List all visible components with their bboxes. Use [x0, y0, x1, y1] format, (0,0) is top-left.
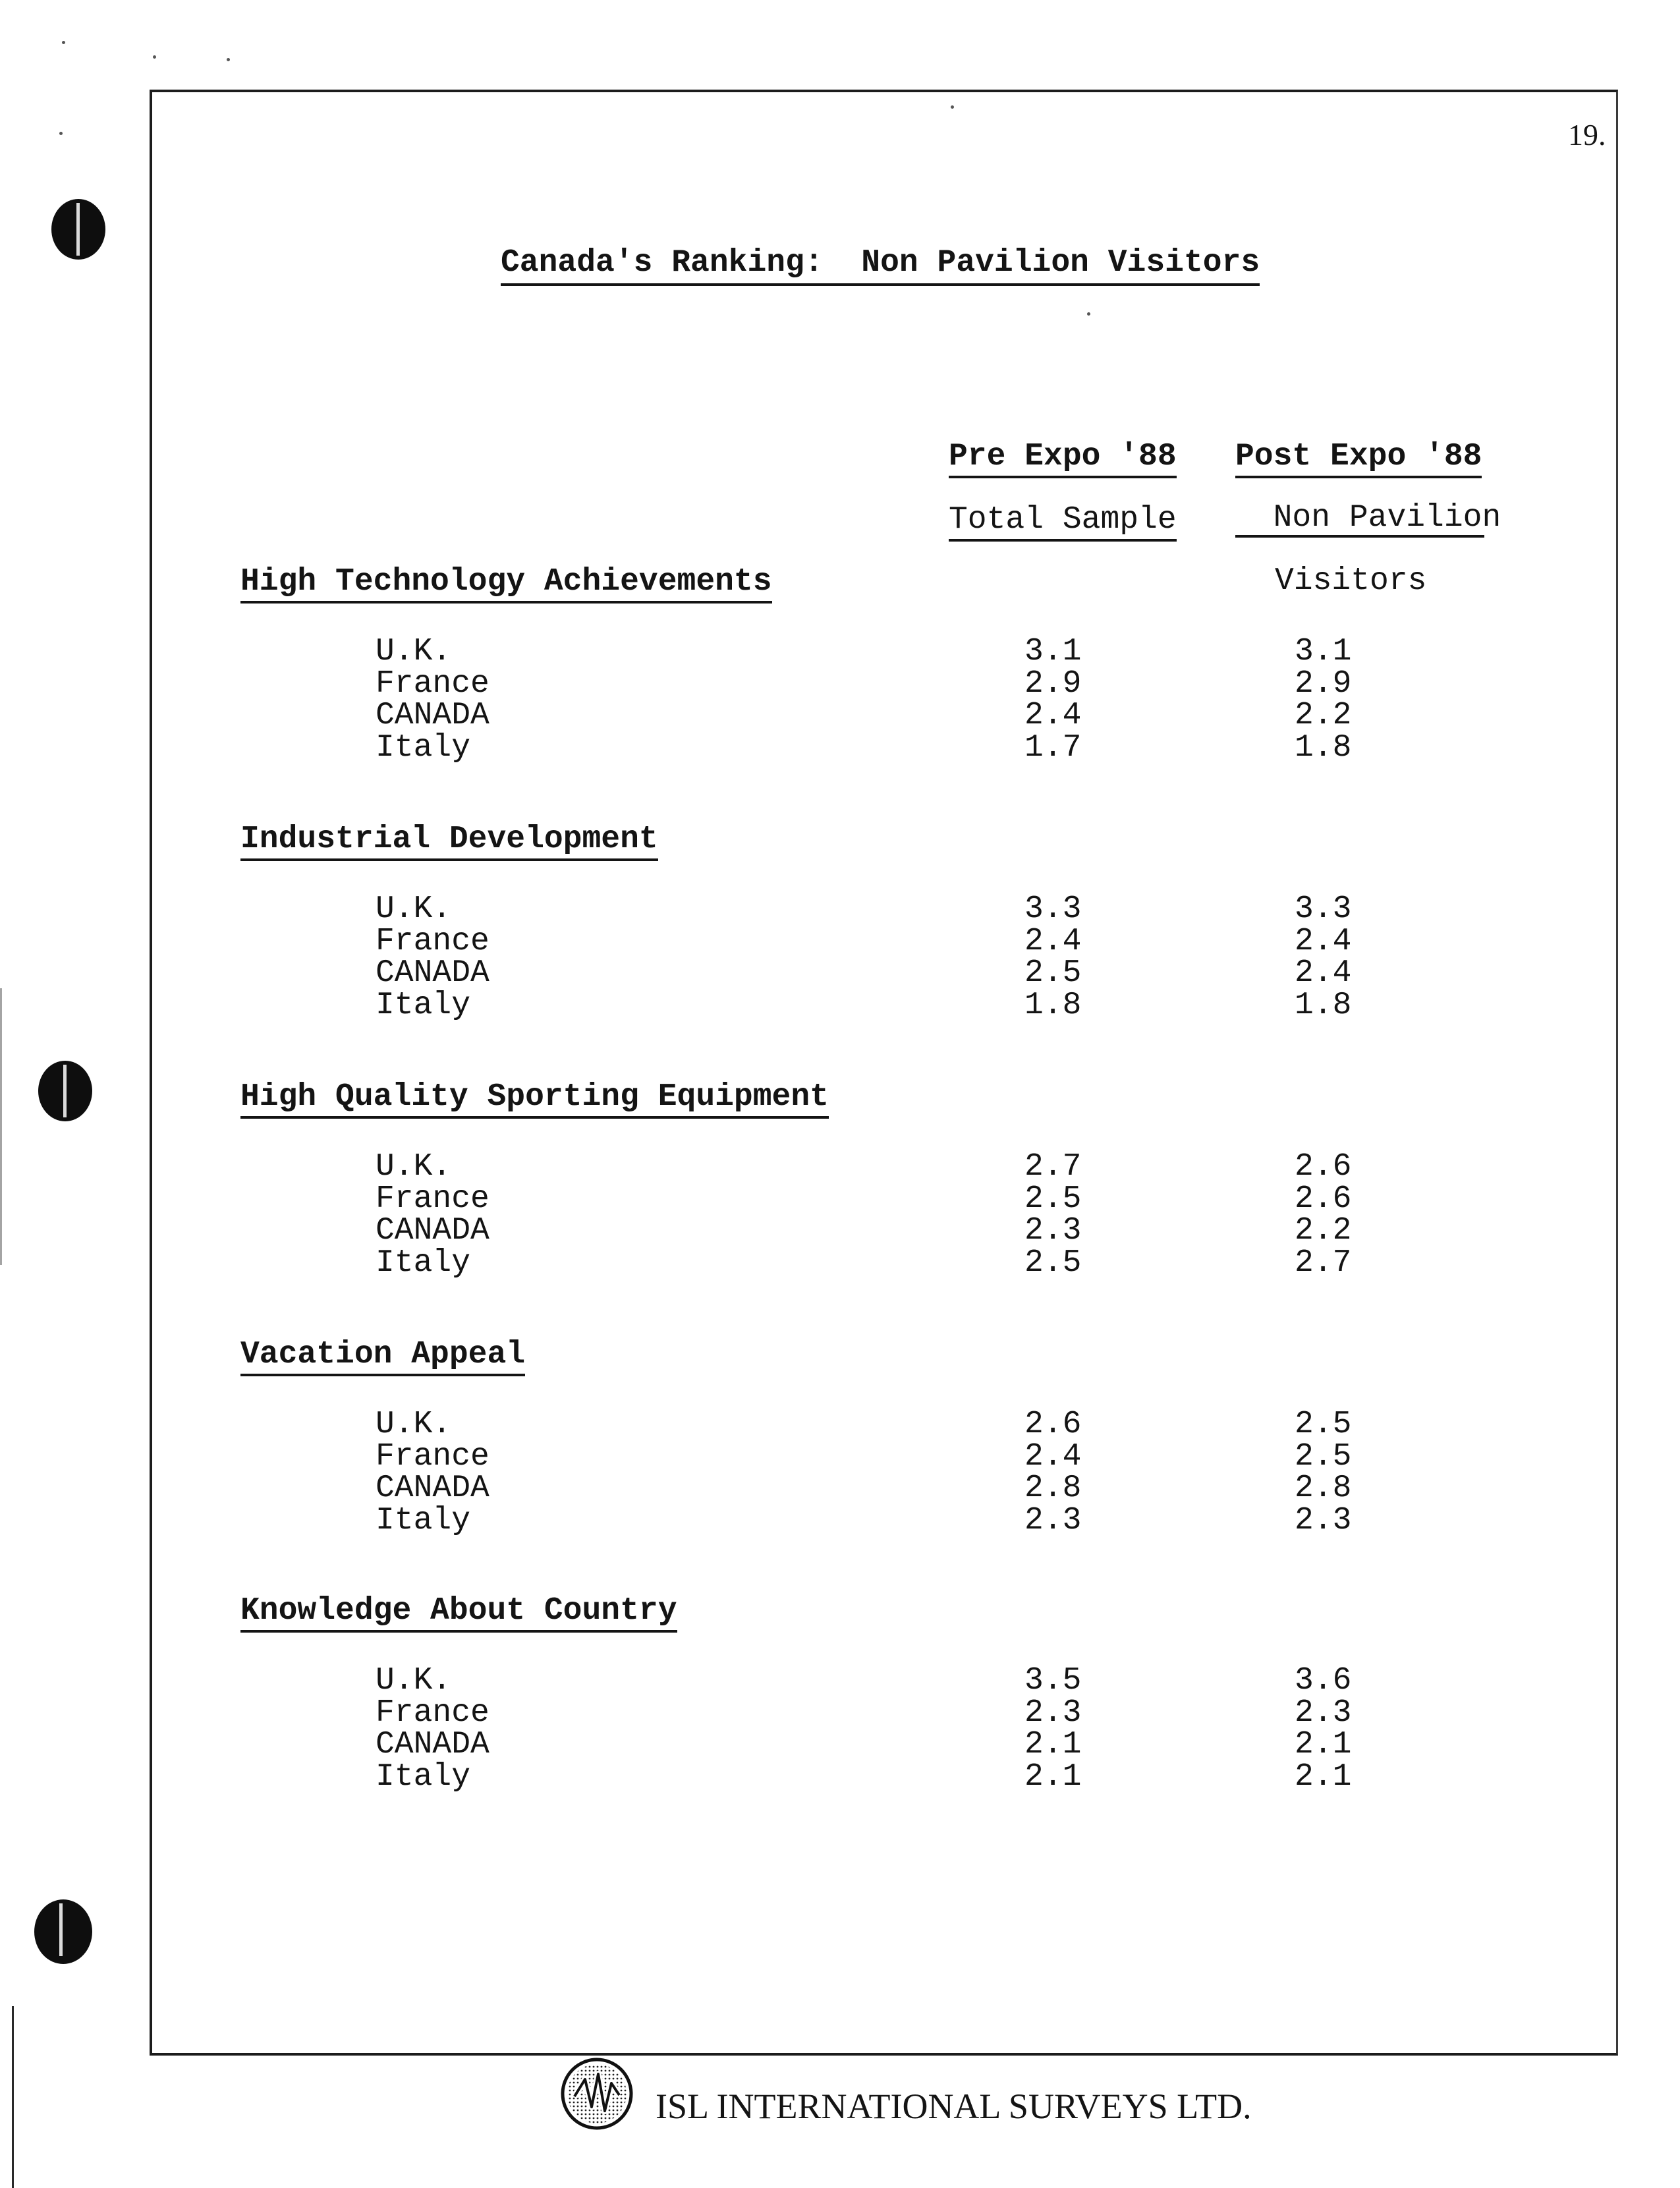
country-name: Italy [376, 1245, 471, 1281]
table-row [240, 1438, 1492, 1474]
country-name: CANADA [376, 1213, 490, 1248]
table-row [240, 923, 1492, 959]
table-row [240, 955, 1492, 991]
company-name: ISL INTERNATIONAL SURVEYS LTD. [656, 2087, 1252, 2126]
post-expo-value: 2.3 [1295, 1502, 1352, 1538]
page-number: 19. [1568, 118, 1606, 152]
scan-edge-line [0, 988, 2, 1265]
column-header-post-subtitle [1235, 470, 1501, 599]
post-expo-value: 2.1 [1295, 1758, 1352, 1795]
binder-hole-icon [34, 1899, 92, 1964]
country-name: France [376, 665, 490, 702]
country-name: U.K. [376, 1663, 452, 1698]
country-name: CANADA [376, 1727, 490, 1762]
table-row [240, 1149, 1492, 1185]
column-header-post-line2: Non Pavilion [1273, 500, 1501, 536]
post-expo-value: 2.6 [1295, 1181, 1352, 1217]
country-name: Italy [376, 1502, 471, 1538]
column-header-post-title: Post Expo '88 [1235, 439, 1482, 478]
country-name: CANADA [376, 698, 490, 733]
pre-expo-value: 2.8 [1024, 1471, 1082, 1506]
section-title: Industrial Development [240, 822, 658, 861]
pre-expo-value: 2.5 [1024, 955, 1082, 991]
post-expo-value: 2.4 [1295, 923, 1352, 959]
post-expo-value: 3.1 [1295, 634, 1352, 669]
table-row [240, 1695, 1492, 1731]
country-name: CANADA [376, 1471, 490, 1506]
country-name: CANADA [376, 955, 490, 991]
column-header-pre-subtitle: Total Sample [949, 502, 1177, 542]
section-title: High Technology Achievements [240, 564, 772, 603]
country-name: Italy [376, 1758, 471, 1795]
table-row [240, 1502, 1492, 1538]
table-row [240, 987, 1492, 1023]
section-industrial-development [240, 822, 1492, 1023]
table-row [240, 1471, 1492, 1506]
table-row [240, 1213, 1492, 1248]
pre-expo-value: 3.1 [1024, 634, 1082, 669]
column-header-post-line3: Visitors [1275, 563, 1427, 599]
pre-expo-value: 2.9 [1024, 665, 1082, 702]
country-name: France [376, 1181, 490, 1217]
section-title: High Quality Sporting Equipment [240, 1079, 829, 1119]
section-vacation-appeal [240, 1337, 1492, 1538]
pre-expo-value: 2.4 [1024, 923, 1082, 959]
scan-edge-line [12, 2006, 14, 2188]
country-name: France [376, 1438, 490, 1474]
post-expo-value: 2.5 [1295, 1407, 1352, 1442]
section-high-technology [240, 564, 1492, 766]
post-expo-value: 2.9 [1295, 665, 1352, 702]
country-name: France [376, 923, 490, 959]
pre-expo-value: 2.3 [1024, 1695, 1082, 1731]
isl-globe-logo-icon [560, 2057, 634, 2131]
table-row [240, 1245, 1492, 1281]
post-expo-value: 1.8 [1295, 729, 1352, 766]
pre-expo-value: 2.4 [1024, 698, 1082, 733]
post-expo-value: 2.1 [1295, 1727, 1352, 1762]
section-knowledge-about-country [240, 1593, 1492, 1795]
table-row [240, 729, 1492, 766]
post-expo-value: 2.7 [1295, 1245, 1352, 1281]
post-expo-value: 2.8 [1295, 1471, 1352, 1506]
post-expo-value: 2.6 [1295, 1149, 1352, 1185]
table-row [240, 891, 1492, 927]
table-row [240, 1407, 1492, 1442]
pre-expo-value: 2.5 [1024, 1245, 1082, 1281]
column-header-pre-title: Pre Expo '88 [949, 439, 1177, 478]
table-row [240, 1181, 1492, 1217]
post-expo-value: 1.8 [1295, 987, 1352, 1023]
binder-hole-icon [38, 1061, 92, 1121]
country-name: U.K. [376, 634, 452, 669]
page-title: Canada's Ranking: Non Pavilion Visitors [501, 245, 1260, 286]
section-sporting-equipment [240, 1079, 1492, 1281]
pre-expo-value: 2.6 [1024, 1407, 1082, 1442]
country-name: France [376, 1695, 490, 1731]
post-expo-value: 2.2 [1295, 1213, 1352, 1248]
pre-expo-value: 1.8 [1024, 987, 1082, 1023]
table-row [240, 1758, 1492, 1795]
pre-expo-value: 2.4 [1024, 1438, 1082, 1474]
table-row [240, 634, 1492, 669]
pre-expo-value: 2.1 [1024, 1727, 1082, 1762]
pre-expo-value: 2.5 [1024, 1181, 1082, 1217]
pre-expo-value: 3.5 [1024, 1663, 1082, 1698]
pre-expo-value: 2.3 [1024, 1502, 1082, 1538]
post-expo-value: 2.4 [1295, 955, 1352, 991]
post-expo-value: 3.6 [1295, 1663, 1352, 1698]
section-title: Vacation Appeal [240, 1337, 525, 1376]
country-name: U.K. [376, 1407, 452, 1442]
post-expo-value: 3.3 [1295, 891, 1352, 927]
pre-expo-value: 2.3 [1024, 1213, 1082, 1248]
section-title: Knowledge About Country [240, 1593, 677, 1633]
table-row [240, 698, 1492, 733]
country-name: U.K. [376, 891, 452, 927]
pre-expo-value: 1.7 [1024, 729, 1082, 766]
post-expo-value: 2.2 [1295, 698, 1352, 733]
pre-expo-value: 3.3 [1024, 891, 1082, 927]
table-row [240, 1663, 1492, 1698]
pre-expo-value: 2.1 [1024, 1758, 1082, 1795]
post-expo-value: 2.5 [1295, 1438, 1352, 1474]
binder-hole-icon [51, 199, 105, 260]
country-name: Italy [376, 729, 471, 766]
pre-expo-value: 2.7 [1024, 1149, 1082, 1185]
post-expo-value: 2.3 [1295, 1695, 1352, 1731]
table-row [240, 665, 1492, 702]
country-name: U.K. [376, 1149, 452, 1185]
table-row [240, 1727, 1492, 1762]
country-name: Italy [376, 987, 471, 1023]
